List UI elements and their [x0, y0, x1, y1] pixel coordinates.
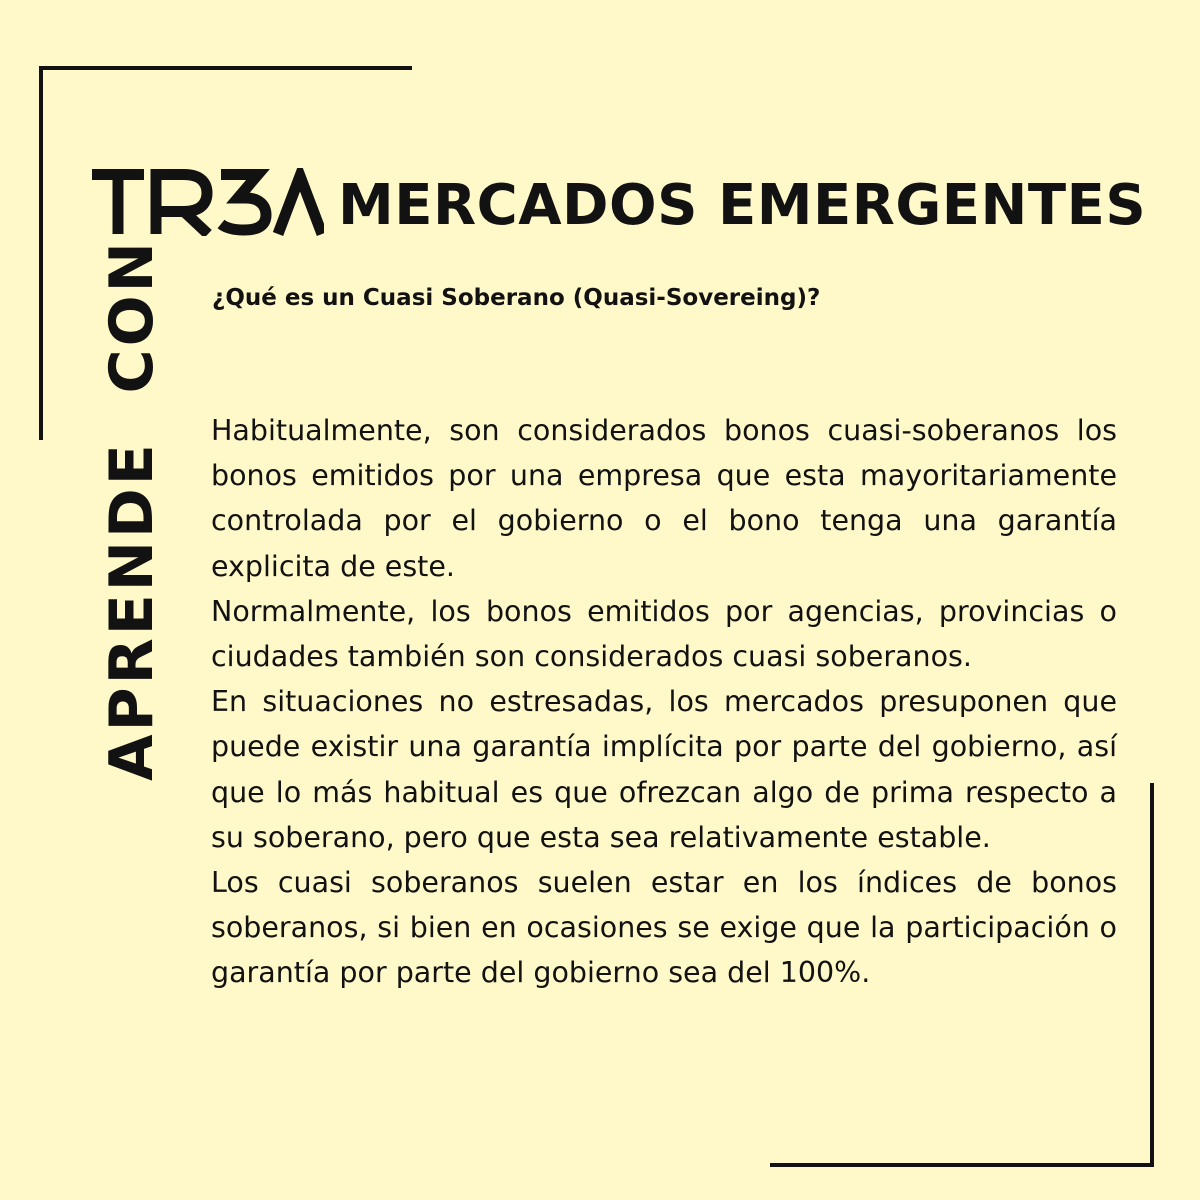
- paragraph-4: Los cuasi soberanos suelen estar en los índices de bonos soberanos, si bien en ocasiones se exige que la participación o garantía por parte del gobierno sea del 100%.: [211, 866, 1117, 990]
- page-title: MERCADOS EMERGENTES: [338, 173, 1147, 238]
- frame-line-bottom-horizontal: [770, 1163, 1154, 1167]
- body-text: [211, 408, 1117, 996]
- tr3a-logo-icon: [92, 168, 324, 236]
- paragraph-2: Normalmente, los bonos emitidos por agencias, provincias o ciudades también son considerados cuasi soberanos.: [211, 594, 1117, 674]
- paragraph-3: En situaciones no estresadas, los mercados presuponen que puede existir una garantía implícita por parte del gobierno, así que lo más habitual es que ofrezcan algo de prima respecto a su soberano, pero que esta sea relativamente estable.: [211, 685, 1117, 854]
- frame-line-top-vertical: [39, 66, 43, 440]
- frame-line-bottom-vertical: [1150, 783, 1154, 1167]
- aprende-con-label: APRENDE CON: [97, 239, 167, 781]
- paragraph-1: Habitualmente, son considerados bonos cuasi-soberanos los bonos emitidos por una empresa que esta mayoritariamente controlada por el gobierno o el bono tenga una garantía explicita de este.: [211, 414, 1117, 583]
- frame-line-top-horizontal: [40, 66, 412, 70]
- question-heading: ¿Qué es un Cuasi Soberano (Quasi-Sovereing)?: [212, 285, 821, 311]
